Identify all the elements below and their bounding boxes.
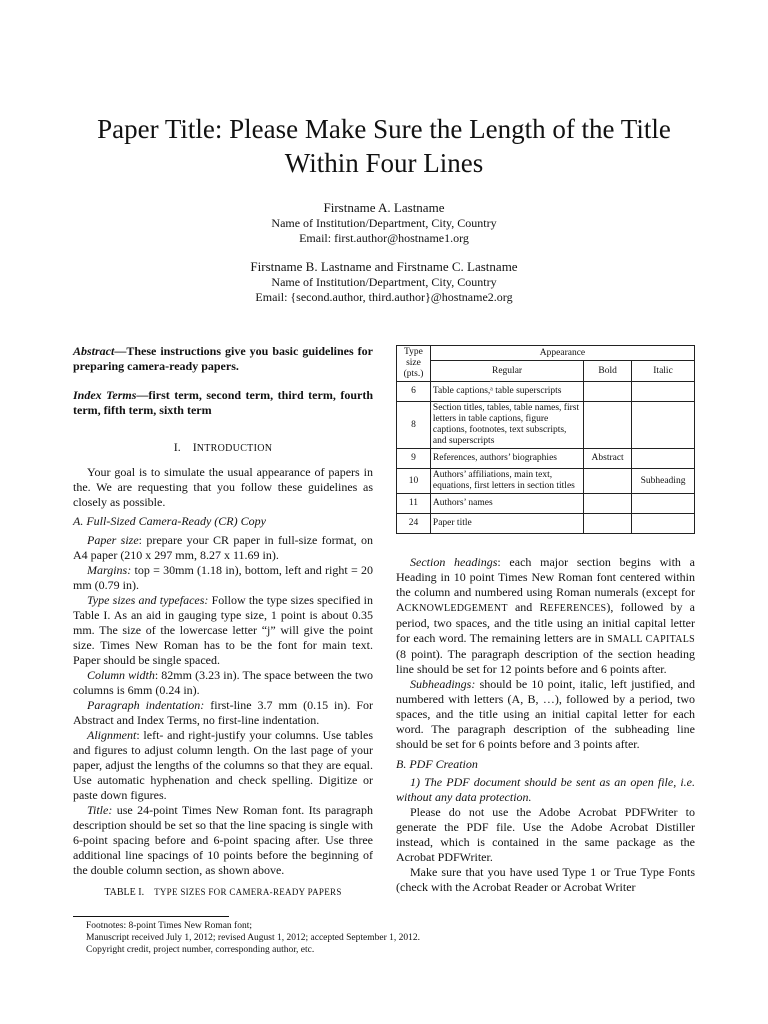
table-header-appearance: Appearance bbox=[430, 346, 694, 361]
section-headings-paragraph: Section headings: each major section begins with a Heading in 10 point Times New Roman font centered within the column and numbered using Roman numerals (except for ACKNOWLEDGEMENT and REFERENCES), followed by a period, two spaces, and the title using an initial capital letter for each word. The remaining letters are in SMALL CAPITALS (8 point). The paragraph description of the section heading line should be set for 12 points before and 6 points after. bbox=[396, 555, 695, 676]
footnote-rule bbox=[73, 916, 229, 917]
abstract: Abstract—These instructions give you basic guidelines for preparing camera-ready papers. bbox=[73, 344, 373, 373]
left-column bbox=[73, 344, 373, 878]
pdf-paragraph-2: Please do not use the Adobe Acrobat PDFWriter to generate the PDF file. Use the Adobe Acrobat Distiller instead, which is contained in the same package as the Acrobat PDFWriter. bbox=[396, 805, 695, 864]
footnote-line: Copyright credit, project number, corresponding author, etc. bbox=[86, 945, 315, 955]
table-subheader: Regular bbox=[430, 361, 583, 382]
title-paragraph: Title: use 24-point Times New Roman font. Its paragraph description should be set so that the line spacing is single with 6-point spacing before and 6-point spacing after. Use three additional line spacings of 10 points before the beginning of the double column section, as shown above. bbox=[73, 803, 373, 877]
footnotes bbox=[86, 920, 706, 956]
table-row: 10 Authors’ affiliations, main text, equations, first letters in section titles Subheading bbox=[397, 469, 695, 494]
type-sizes-paragraph: Type sizes and typefaces: Follow the type sizes specified in Table I. As an aid in gauging type size, 1 point is about 0.35 mm. The size of the lowercase letter “j” will give the point size. Times New Roman has to be the font for main text. Paper should be single spaced. bbox=[73, 593, 373, 667]
table-subheader: Bold bbox=[584, 361, 632, 382]
table-row: 9 References, authors’ biographies Abstract bbox=[397, 449, 695, 469]
section-heading-introduction: I. INTRODUCTION bbox=[173, 440, 273, 454]
right-column bbox=[396, 555, 695, 895]
author-name: Firstname B. Lastname and Firstname C. Lastname bbox=[250, 259, 518, 274]
alignment-paragraph: Alignment: left- and right-justify your columns. Use tables and figures to adjust column length. On the last page of your paper, adjust the lengths of the columns so that they are equal. Use automatic hyphenation and check spelling. Digitize or paste down figures. bbox=[73, 728, 373, 802]
index-terms: Index Terms—first term, second term, third term, fourth term, fifth term, sixth term bbox=[73, 388, 373, 417]
margins-paragraph: Margins: top = 30mm (1.18 in), bottom, left and right = 20 mm (0.79 in). bbox=[73, 563, 373, 592]
paper-size-paragraph: Paper size: prepare your CR paper in full-size format, on A4 paper (210 x 297 mm, 8.27 x 11.69 in). bbox=[73, 533, 374, 562]
author-affiliation: Name of Institution/Department, City, Country bbox=[271, 275, 497, 289]
pdf-paragraph-3: Make sure that you have used Type 1 or True Type Fonts (check with the Acrobat Reader or Acrobat Writer bbox=[396, 865, 695, 894]
type-size-table bbox=[396, 345, 695, 534]
author-block-2 bbox=[60, 259, 708, 305]
author-affiliation: Name of Institution/Department, City, Country bbox=[271, 216, 497, 230]
paragraph-indentation-paragraph: Paragraph indentation: first-line 3.7 mm (0.15 in). For Abstract and Index Terms, no first-line indentation. bbox=[73, 698, 374, 727]
author-email: Email: first.author@hostname1.org bbox=[299, 231, 469, 245]
subsection-heading-b: B. PDF Creation bbox=[396, 757, 478, 771]
table-row: 24 Paper title bbox=[397, 514, 695, 534]
footnote-line: Footnotes: 8-point Times New Roman font; bbox=[86, 921, 252, 931]
table-caption: TABLE I. TYPE SIZES FOR CAMERA-READY PAPERS bbox=[104, 887, 342, 898]
subsection-heading-a: A. Full-Sized Camera-Ready (CR) Copy bbox=[73, 514, 266, 528]
table-row: 6 Table captions,ᵃ table superscripts bbox=[397, 382, 695, 402]
table-row: 8 Section titles, tables, table names, first letters in table captions, figure captions, footnotes, text subscripts, and superscripts bbox=[397, 402, 695, 449]
column-width-paragraph: Column width: 82mm (3.23 in). The space between the two columns is 6mm (0.24 in). bbox=[73, 668, 373, 697]
author-name: Firstname A. Lastname bbox=[323, 200, 445, 215]
intro-paragraph: Your goal is to simulate the usual appearance of papers in the. We are requesting that you follow these guidelines as closely as possible. bbox=[73, 465, 373, 509]
table-header-type-size: Type size (pts.) bbox=[397, 346, 431, 382]
table-row: 11 Authors’ names bbox=[397, 494, 695, 514]
table-subheader: Italic bbox=[632, 361, 695, 382]
author-block-1 bbox=[60, 200, 708, 246]
paper-title: Paper Title: Please Make Sure the Length of the Title Within Four Lines bbox=[97, 114, 671, 178]
subheadings-paragraph: Subheadings: should be 10 point, italic, left justified, and numbered with letters (A, B, …), followed by a period, two spaces, and the title using an initial capital letter for each word. The paragraph description of the subheading line should be set for 6 points before and 3 points after. bbox=[396, 677, 695, 751]
footnote-line: Manuscript received July 1, 2012; revised August 1, 2012; accepted September 1, 2012. bbox=[86, 933, 421, 943]
author-email: Email: {second.author, third.author}@hostname2.org bbox=[255, 290, 513, 304]
pdf-item-1: 1) The PDF document should be sent as an open file, i.e. without any data protection. bbox=[396, 775, 695, 804]
